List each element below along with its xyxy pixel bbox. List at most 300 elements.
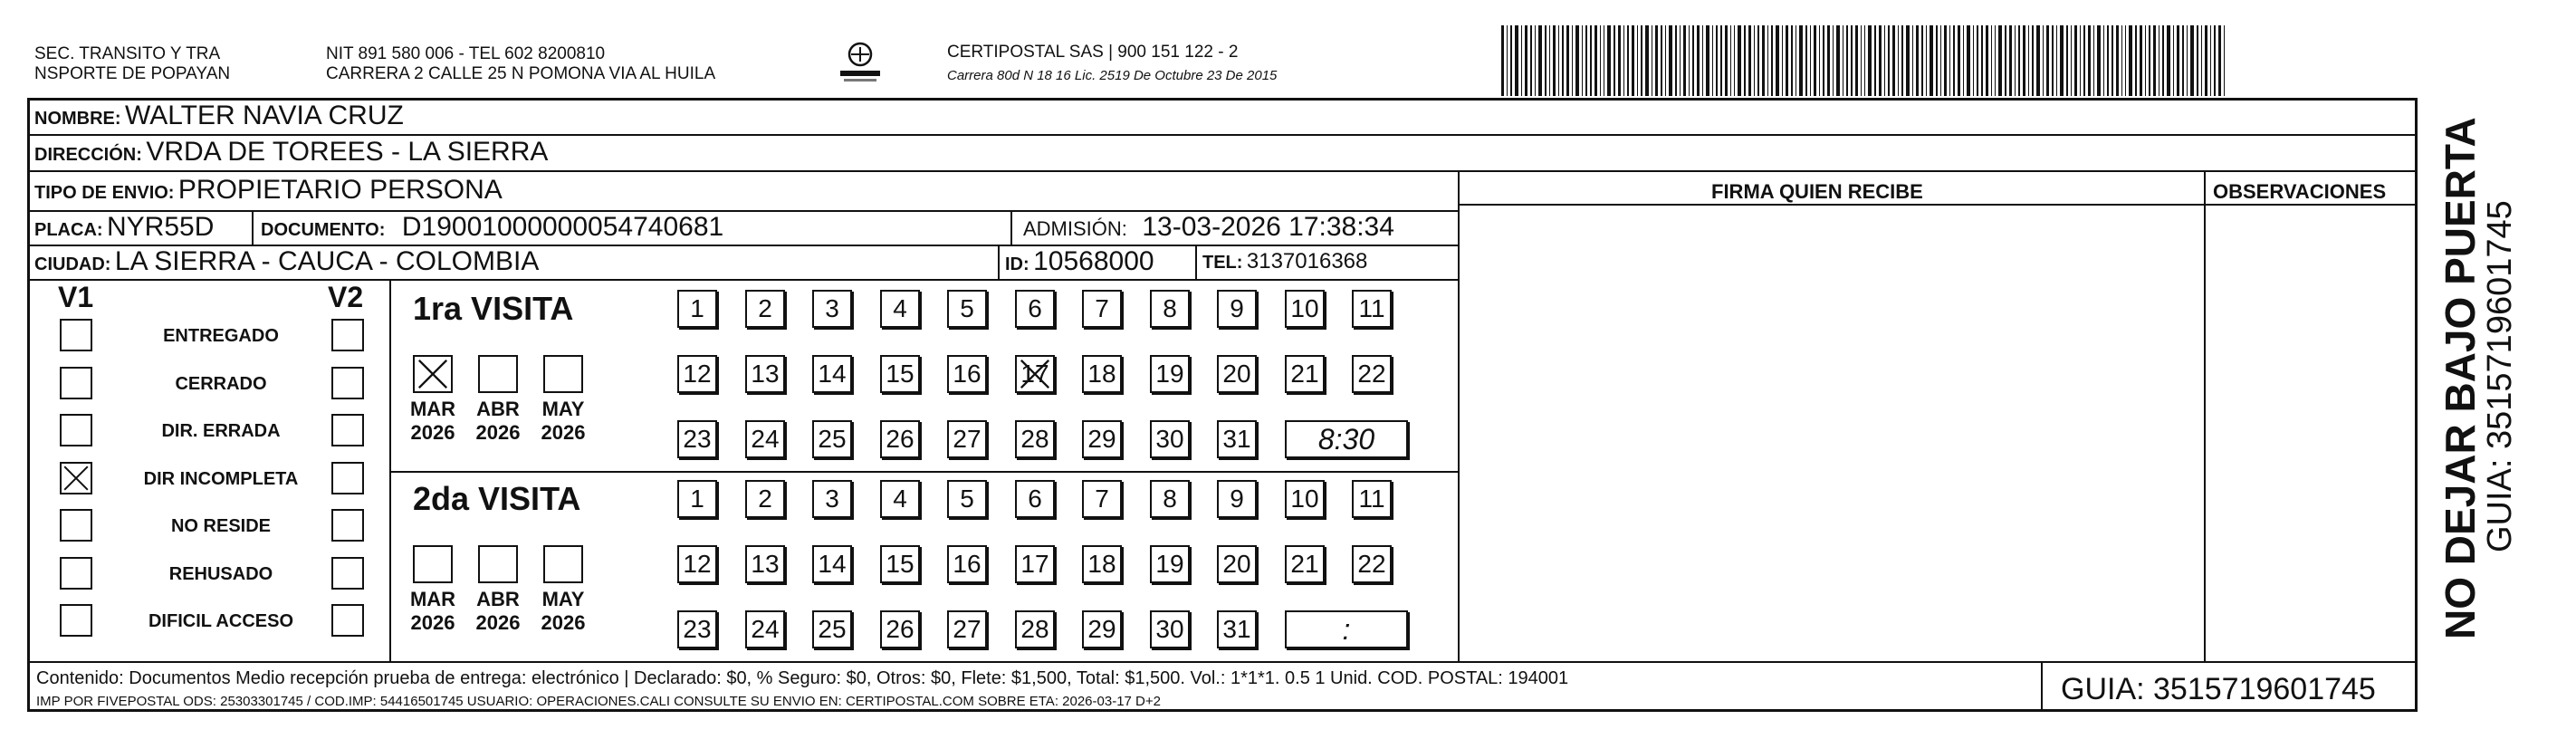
month-year: 2026 <box>475 421 521 444</box>
guia-box: GUIA: 3515719601745 <box>2061 672 2376 706</box>
v2-checkbox[interactable] <box>331 604 364 637</box>
barcode-bar <box>2121 25 2122 96</box>
barcode-bar <box>2009 25 2012 96</box>
day-box[interactable]: 19 <box>1150 545 1190 583</box>
barcode-bar <box>2074 25 2077 96</box>
barcode-bar <box>1757 25 1759 96</box>
barcode-bar <box>1680 25 1681 96</box>
side-guia: GUIA: 3515719601745 <box>2481 200 2519 552</box>
barcode-bar <box>2088 25 2091 96</box>
tipo-envio-value: PROPIETARIO PERSONA <box>177 175 503 205</box>
nombre-value: WALTER NAVIA CRUZ <box>125 101 404 130</box>
visit2-title: 2da VISITA <box>413 480 581 517</box>
barcode-bar <box>1689 25 1690 96</box>
col-divider <box>1458 170 1460 661</box>
barcode-bar <box>1810 25 1811 96</box>
barcode-bar <box>2103 25 2104 96</box>
col-divider <box>2041 661 2043 712</box>
barcode-bar <box>1530 25 1532 96</box>
day-box[interactable]: 6 <box>1015 480 1055 518</box>
time-box[interactable]: : <box>1285 610 1408 648</box>
day-box[interactable]: 5 <box>947 480 987 518</box>
barcode-bar <box>1879 25 1882 96</box>
direccion-row <box>34 136 548 173</box>
barcode-bar <box>2071 25 2072 96</box>
barcode-bar <box>1874 25 1876 96</box>
month-checkbox[interactable] <box>543 355 583 393</box>
address-line: CARRERA 2 CALLE 25 N POMONA VIA AL HUILA <box>326 64 716 83</box>
day-box[interactable]: 21 <box>1285 545 1325 583</box>
barcode-bar <box>1549 25 1550 96</box>
barcode-bar <box>2187 25 2188 96</box>
barcode-bar <box>1861 25 1862 96</box>
month-label: MAR <box>409 398 456 420</box>
barcode-bar <box>1712 25 1713 96</box>
barcode-bar <box>1836 25 1840 96</box>
barcode-bar <box>1669 25 1672 96</box>
day-box[interactable]: 4 <box>880 480 920 518</box>
barcode-bar <box>1953 25 1955 96</box>
barcode-bar <box>1958 25 1960 96</box>
day-box[interactable]: 15 <box>880 355 920 393</box>
day-box[interactable]: 1 <box>677 290 717 328</box>
day-box[interactable]: 18 <box>1082 545 1122 583</box>
barcode-bar <box>1618 25 1621 96</box>
barcode-bar <box>1827 25 1830 96</box>
v2-checkbox[interactable] <box>331 414 364 446</box>
day-box[interactable]: 18 <box>1082 355 1122 393</box>
barcode-bar <box>2052 25 2054 96</box>
day-box[interactable]: 31 <box>1217 420 1257 458</box>
barcode-bar <box>1697 25 1700 96</box>
ciudad-row <box>34 245 539 283</box>
documento-label: DOCUMENTO: <box>261 220 386 240</box>
visit-divider <box>389 471 1458 473</box>
day-box[interactable]: 10 <box>1285 290 1325 328</box>
day-box[interactable]: 20 <box>1217 545 1257 583</box>
tipo-envio-label: TIPO DE ENVIO: <box>34 183 175 203</box>
day-box[interactable]: 28 <box>1015 610 1055 648</box>
tel-value: 3137016368 <box>1246 249 1368 274</box>
barcode-bar <box>2177 25 2179 96</box>
direccion-value: VRDA DE TOREES - LA SIERRA <box>146 137 549 167</box>
day-box[interactable]: 17 <box>1015 545 1055 583</box>
barcode-bar <box>1582 25 1583 96</box>
barcode-bar <box>1936 25 1938 96</box>
month-label: MAY <box>541 588 585 610</box>
day-box[interactable]: 14 <box>812 355 852 393</box>
imp-line: IMP POR FIVEPOSTAL ODS: 25303301745 / COD.IMP: 54416501745 USUARIO: OPERACIONES.CALI CONSULTE SU ENVIO EN: CERTIPOSTAL.COM SOBRE ETA: 2026-03-17 D+2 <box>36 694 1161 709</box>
barcode-bar <box>1645 25 1649 96</box>
barcode-bar <box>1995 25 1996 96</box>
barcode-bar <box>2028 25 2029 96</box>
barcode-bar <box>1791 25 1793 96</box>
day-box[interactable]: 28 <box>1015 420 1055 458</box>
barcode-bar <box>1963 25 1964 96</box>
barcode-bar <box>1981 25 1983 96</box>
row-divider <box>27 661 2418 663</box>
placa-label: PLACA: <box>34 220 103 240</box>
barcode-bar <box>1730 25 1731 96</box>
barcode-bar <box>2056 25 2057 96</box>
day-box[interactable]: 24 <box>745 610 785 648</box>
barcode-bar <box>1921 25 1923 96</box>
v2-checkbox[interactable] <box>331 319 364 351</box>
col-divider <box>389 279 391 661</box>
barcode-bar <box>1566 25 1569 96</box>
barcode-bar <box>1692 25 1694 96</box>
reason-label: ENTREGADO <box>163 326 279 346</box>
month-checkbox[interactable] <box>478 545 518 583</box>
day-box[interactable]: 7 <box>1082 480 1122 518</box>
barcode-bar <box>2043 25 2044 96</box>
id-row <box>1005 245 1154 283</box>
barcode-bar <box>1973 25 1974 96</box>
day-box[interactable]: 24 <box>745 420 785 458</box>
month-year: 2026 <box>541 421 586 444</box>
day-box[interactable]: 8 <box>1150 290 1190 328</box>
barcode-bar <box>2093 25 2094 96</box>
no-dejar-warning: NO DEJAR BAJO PUERTA <box>2437 117 2484 639</box>
barcode-bar <box>1940 25 1941 96</box>
barcode-bar <box>2201 25 2202 96</box>
barcode-bar <box>1675 25 1677 96</box>
documento-value: D19001000000054740681 <box>401 212 724 242</box>
day-box[interactable]: 17 <box>1015 355 1055 393</box>
barcode-bar <box>1986 25 1988 96</box>
barcode-bar <box>1819 25 1820 96</box>
v2-checkbox[interactable] <box>331 367 364 399</box>
barcode-bar <box>1594 25 1597 96</box>
day-box[interactable]: 22 <box>1352 355 1392 393</box>
barcode-bar <box>2197 25 2198 96</box>
month-checkbox[interactable] <box>413 355 453 393</box>
month-label: MAY <box>541 398 585 420</box>
barcode-bar <box>1734 25 1735 96</box>
barcode-bar <box>1744 25 1746 96</box>
barcode-bar <box>1572 25 1573 96</box>
day-box[interactable]: 30 <box>1150 420 1190 458</box>
company-line: CERTIPOSTAL SAS | 900 151 122 - 2 <box>947 43 1239 62</box>
barcode-bar <box>1585 25 1587 96</box>
month-checkbox[interactable] <box>543 545 583 583</box>
barcode-bar <box>1738 25 1741 96</box>
day-box[interactable]: 3 <box>812 480 852 518</box>
barcode-bar <box>1661 25 1662 96</box>
barcode-bar <box>2107 25 2109 96</box>
v1-checkbox[interactable] <box>60 414 92 446</box>
month-year: 2026 <box>410 421 455 444</box>
placa-value: NYR55D <box>107 212 215 242</box>
tel-row <box>1202 245 1367 281</box>
barcode-bar <box>2135 25 2137 96</box>
v1-checkbox[interactable] <box>60 367 92 399</box>
placa-row <box>34 211 214 248</box>
day-box[interactable]: 29 <box>1082 420 1122 458</box>
day-box[interactable]: 25 <box>812 610 852 648</box>
month-label: ABR <box>476 398 520 420</box>
barcode-bar <box>1977 25 1978 96</box>
sender-line-2: NSPORTE DE POPAYAN <box>34 64 231 83</box>
v1-checkbox[interactable] <box>60 319 92 351</box>
day-box[interactable]: 2 <box>745 290 785 328</box>
day-box[interactable]: 13 <box>745 545 785 583</box>
barcode-bar <box>1683 25 1686 96</box>
barcode-bar <box>1916 25 1919 96</box>
observaciones-label: OBSERVACIONES <box>2213 180 2387 203</box>
day-box[interactable]: 20 <box>1217 355 1257 393</box>
barcode-bar <box>1637 25 1638 96</box>
day-box[interactable]: 12 <box>677 545 717 583</box>
barcode-bar <box>1991 25 1992 96</box>
barcode-bar <box>1632 25 1634 96</box>
company-address: Carrera 80d N 18 16 Lic. 2519 De Octubre 23 De 2015 <box>947 68 1278 83</box>
month-checkbox[interactable] <box>413 545 453 583</box>
v1-checkbox[interactable] <box>60 509 92 542</box>
barcode-bar <box>2218 25 2221 96</box>
tracking-barcode <box>1501 25 2244 96</box>
day-box[interactable]: 27 <box>947 420 987 458</box>
col-divider <box>1010 210 1012 245</box>
day-box[interactable]: 29 <box>1082 610 1122 648</box>
day-box[interactable]: 19 <box>1150 355 1190 393</box>
day-box[interactable]: 6 <box>1015 290 1055 328</box>
day-box[interactable]: 13 <box>745 355 785 393</box>
ciudad-value: LA SIERRA - CAUCA - COLOMBIA <box>114 246 540 276</box>
barcode-bar <box>2066 25 2068 96</box>
barcode-bar <box>2083 25 2085 96</box>
day-box[interactable]: 15 <box>880 545 920 583</box>
day-box[interactable]: 22 <box>1352 545 1392 583</box>
barcode-bar <box>1884 25 1885 96</box>
ciudad-label: CIUDAD: <box>34 254 111 274</box>
day-box[interactable]: 5 <box>947 290 987 328</box>
barcode-bar <box>1926 25 1927 96</box>
day-box[interactable]: 30 <box>1150 610 1190 648</box>
firma-label: FIRMA QUIEN RECIBE <box>1711 180 1923 203</box>
day-box[interactable]: 31 <box>1217 610 1257 648</box>
barcode-bar <box>1720 25 1722 96</box>
reason-label: REHUSADO <box>168 564 273 584</box>
month-year: 2026 <box>541 611 586 634</box>
barcode-bar <box>2060 25 2064 96</box>
barcode-bar <box>1771 25 1773 96</box>
barcode-bar <box>1510 25 1512 96</box>
barcode-bar <box>2018 25 2020 96</box>
v1-header: V1 <box>58 281 94 313</box>
barcode-bar <box>2129 25 2132 96</box>
day-box[interactable]: 4 <box>880 290 920 328</box>
barcode-bar <box>1627 25 1629 96</box>
barcode-bar <box>2162 25 2164 96</box>
day-box[interactable]: 11 <box>1352 480 1392 518</box>
courier-logo-icon <box>835 36 886 87</box>
reason-label: CERRADO <box>175 374 267 394</box>
day-box[interactable]: 21 <box>1285 355 1325 393</box>
v2-checkbox[interactable] <box>331 462 364 494</box>
contents-line: Contenido: Documentos Medio recepción prueba de entrega: electrónico | Declarado: $0, % Seguro: $0, Otros: $0, Flete: $1,500, Total: $1,500. Vol.: 1*1*1. 0.5 1 Unid. COD. POSTAL: 194001 <box>36 668 1569 688</box>
v2-checkbox[interactable] <box>331 509 364 542</box>
day-box[interactable]: 26 <box>880 420 920 458</box>
v1-checkbox[interactable] <box>60 604 92 637</box>
sender-line-1: SEC. TRANSITO Y TRA <box>34 44 221 63</box>
nit-line: NIT 891 580 006 - TEL 602 8200810 <box>326 44 606 63</box>
barcode-bar <box>1814 25 1816 96</box>
barcode-bar <box>2015 25 2016 96</box>
v1-checkbox[interactable] <box>60 557 92 590</box>
v2-checkbox[interactable] <box>331 557 364 590</box>
day-box[interactable]: 3 <box>812 290 852 328</box>
barcode-bar <box>2190 25 2194 96</box>
barcode-bar <box>1855 25 1858 96</box>
barcode-bar <box>2005 25 2006 96</box>
month-year: 2026 <box>410 611 455 634</box>
barcode-bar <box>1782 25 1783 96</box>
col-divider <box>2204 170 2206 661</box>
admision-row <box>1023 211 1394 248</box>
day-box[interactable]: 7 <box>1082 290 1122 328</box>
barcode-bar <box>2167 25 2170 96</box>
barcode-bar <box>1776 25 1779 96</box>
nombre-row <box>34 100 404 137</box>
tel-label: TEL: <box>1202 253 1243 273</box>
barcode-bar <box>1944 25 1947 96</box>
tipo-envio-row <box>34 174 503 211</box>
nombre-label: NOMBRE: <box>34 109 121 129</box>
barcode-bar <box>2145 25 2146 96</box>
barcode-bar <box>1515 25 1518 96</box>
barcode-bar <box>1851 25 1853 96</box>
barcode-bar <box>1967 25 1970 96</box>
barcode-bar <box>1762 25 1765 96</box>
day-box[interactable]: 26 <box>880 610 920 648</box>
day-box[interactable]: 16 <box>947 355 987 393</box>
reason-label: NO RESIDE <box>170 516 272 536</box>
day-box[interactable]: 14 <box>812 545 852 583</box>
id-value: 10568000 <box>1033 246 1154 276</box>
barcode-bar <box>1521 25 1522 96</box>
v2-header: V2 <box>328 281 364 313</box>
barcode-bar <box>1906 25 1910 96</box>
reason-label: DIFICIL ACCESO <box>148 611 293 631</box>
barcode-bar <box>1901 25 1903 96</box>
barcode-bar <box>2205 25 2207 96</box>
id-label: ID: <box>1005 254 1029 274</box>
day-box[interactable]: 8 <box>1150 480 1190 518</box>
barcode-bar <box>1614 25 1615 96</box>
visit1-title: 1ra VISITA <box>413 290 574 327</box>
barcode-bar <box>1864 25 1865 96</box>
barcode-bar <box>1702 25 1703 96</box>
barcode-bar <box>2140 25 2142 96</box>
barcode-bar <box>1998 25 2002 96</box>
barcode-bar <box>1507 25 1508 96</box>
barcode-bar <box>1898 25 1899 96</box>
barcode-bar <box>1641 25 1642 96</box>
day-box[interactable]: 2 <box>745 480 785 518</box>
month-label: MAR <box>409 588 456 610</box>
barcode-bar <box>1754 25 1755 96</box>
month-checkbox[interactable] <box>478 355 518 393</box>
barcode-bar <box>1553 25 1556 96</box>
barcode-bar <box>1716 25 1718 96</box>
barcode-bar <box>1949 25 1950 96</box>
barcode-bar <box>1545 25 1547 96</box>
barcode-bar <box>1767 25 1768 96</box>
barcode-bar <box>1623 25 1624 96</box>
barcode-bar <box>1607 25 1611 96</box>
day-box[interactable]: 1 <box>677 480 717 518</box>
barcode-bar <box>2112 25 2113 96</box>
barcode-bar <box>1600 25 1601 96</box>
day-box[interactable]: 23 <box>677 420 717 458</box>
barcode-bar <box>2149 25 2150 96</box>
barcode-bar <box>1706 25 1709 96</box>
barcode-bar <box>1805 25 1807 96</box>
day-box[interactable]: 25 <box>812 420 852 458</box>
barcode-bar <box>2173 25 2174 96</box>
day-box[interactable]: 27 <box>947 610 987 648</box>
time-box[interactable]: 8:30 <box>1285 420 1408 458</box>
barcode-bar <box>1846 25 1848 96</box>
barcode-bar <box>1748 25 1751 96</box>
barcode-bar <box>1558 25 1559 96</box>
reason-label: DIR. ERRADA <box>161 421 281 441</box>
barcode-bar <box>1868 25 1872 96</box>
barcode-bar <box>1912 25 1913 96</box>
admision-value: 13-03-2026 17:38:34 <box>1142 212 1394 242</box>
barcode-bar <box>1725 25 1728 96</box>
barcode-bar <box>1525 25 1527 96</box>
barcode-bar <box>1655 25 1658 96</box>
barcode-bar <box>1930 25 1933 96</box>
barcode-bar <box>1562 25 1564 96</box>
barcode-bar <box>2153 25 2156 96</box>
barcode-bar <box>1823 25 1824 96</box>
barcode-bar <box>2032 25 2034 96</box>
barcode-bar <box>2046 25 2049 96</box>
col-divider <box>1195 245 1197 279</box>
barcode-bar <box>2210 25 2211 96</box>
barcode-bar <box>2224 25 2225 96</box>
col-divider <box>252 210 254 245</box>
barcode-bar <box>1501 25 1504 96</box>
barcode-bar <box>1538 25 1542 96</box>
day-box[interactable]: 11 <box>1352 290 1392 328</box>
day-box[interactable]: 10 <box>1285 480 1325 518</box>
documento-row <box>261 211 723 248</box>
day-box[interactable]: 23 <box>677 610 717 648</box>
day-box[interactable]: 16 <box>947 545 987 583</box>
day-box[interactable]: 9 <box>1217 480 1257 518</box>
barcode-bar <box>2125 25 2126 96</box>
day-box[interactable]: 9 <box>1217 290 1257 328</box>
barcode-bar <box>1665 25 1666 96</box>
month-year: 2026 <box>475 611 521 634</box>
barcode-bar <box>1833 25 1834 96</box>
month-label: ABR <box>476 588 520 610</box>
day-box[interactable]: 12 <box>677 355 717 393</box>
barcode-bar <box>1888 25 1890 96</box>
barcode-bar <box>1575 25 1579 96</box>
admision-label: ADMISIÓN: <box>1023 217 1127 240</box>
barcode-bar <box>1799 25 1803 96</box>
v1-checkbox[interactable] <box>60 462 92 494</box>
barcode-bar <box>2036 25 2040 96</box>
barcode-bar <box>1786 25 1788 96</box>
reason-label: DIR INCOMPLETA <box>143 469 299 489</box>
barcode-bar <box>1535 25 1536 96</box>
